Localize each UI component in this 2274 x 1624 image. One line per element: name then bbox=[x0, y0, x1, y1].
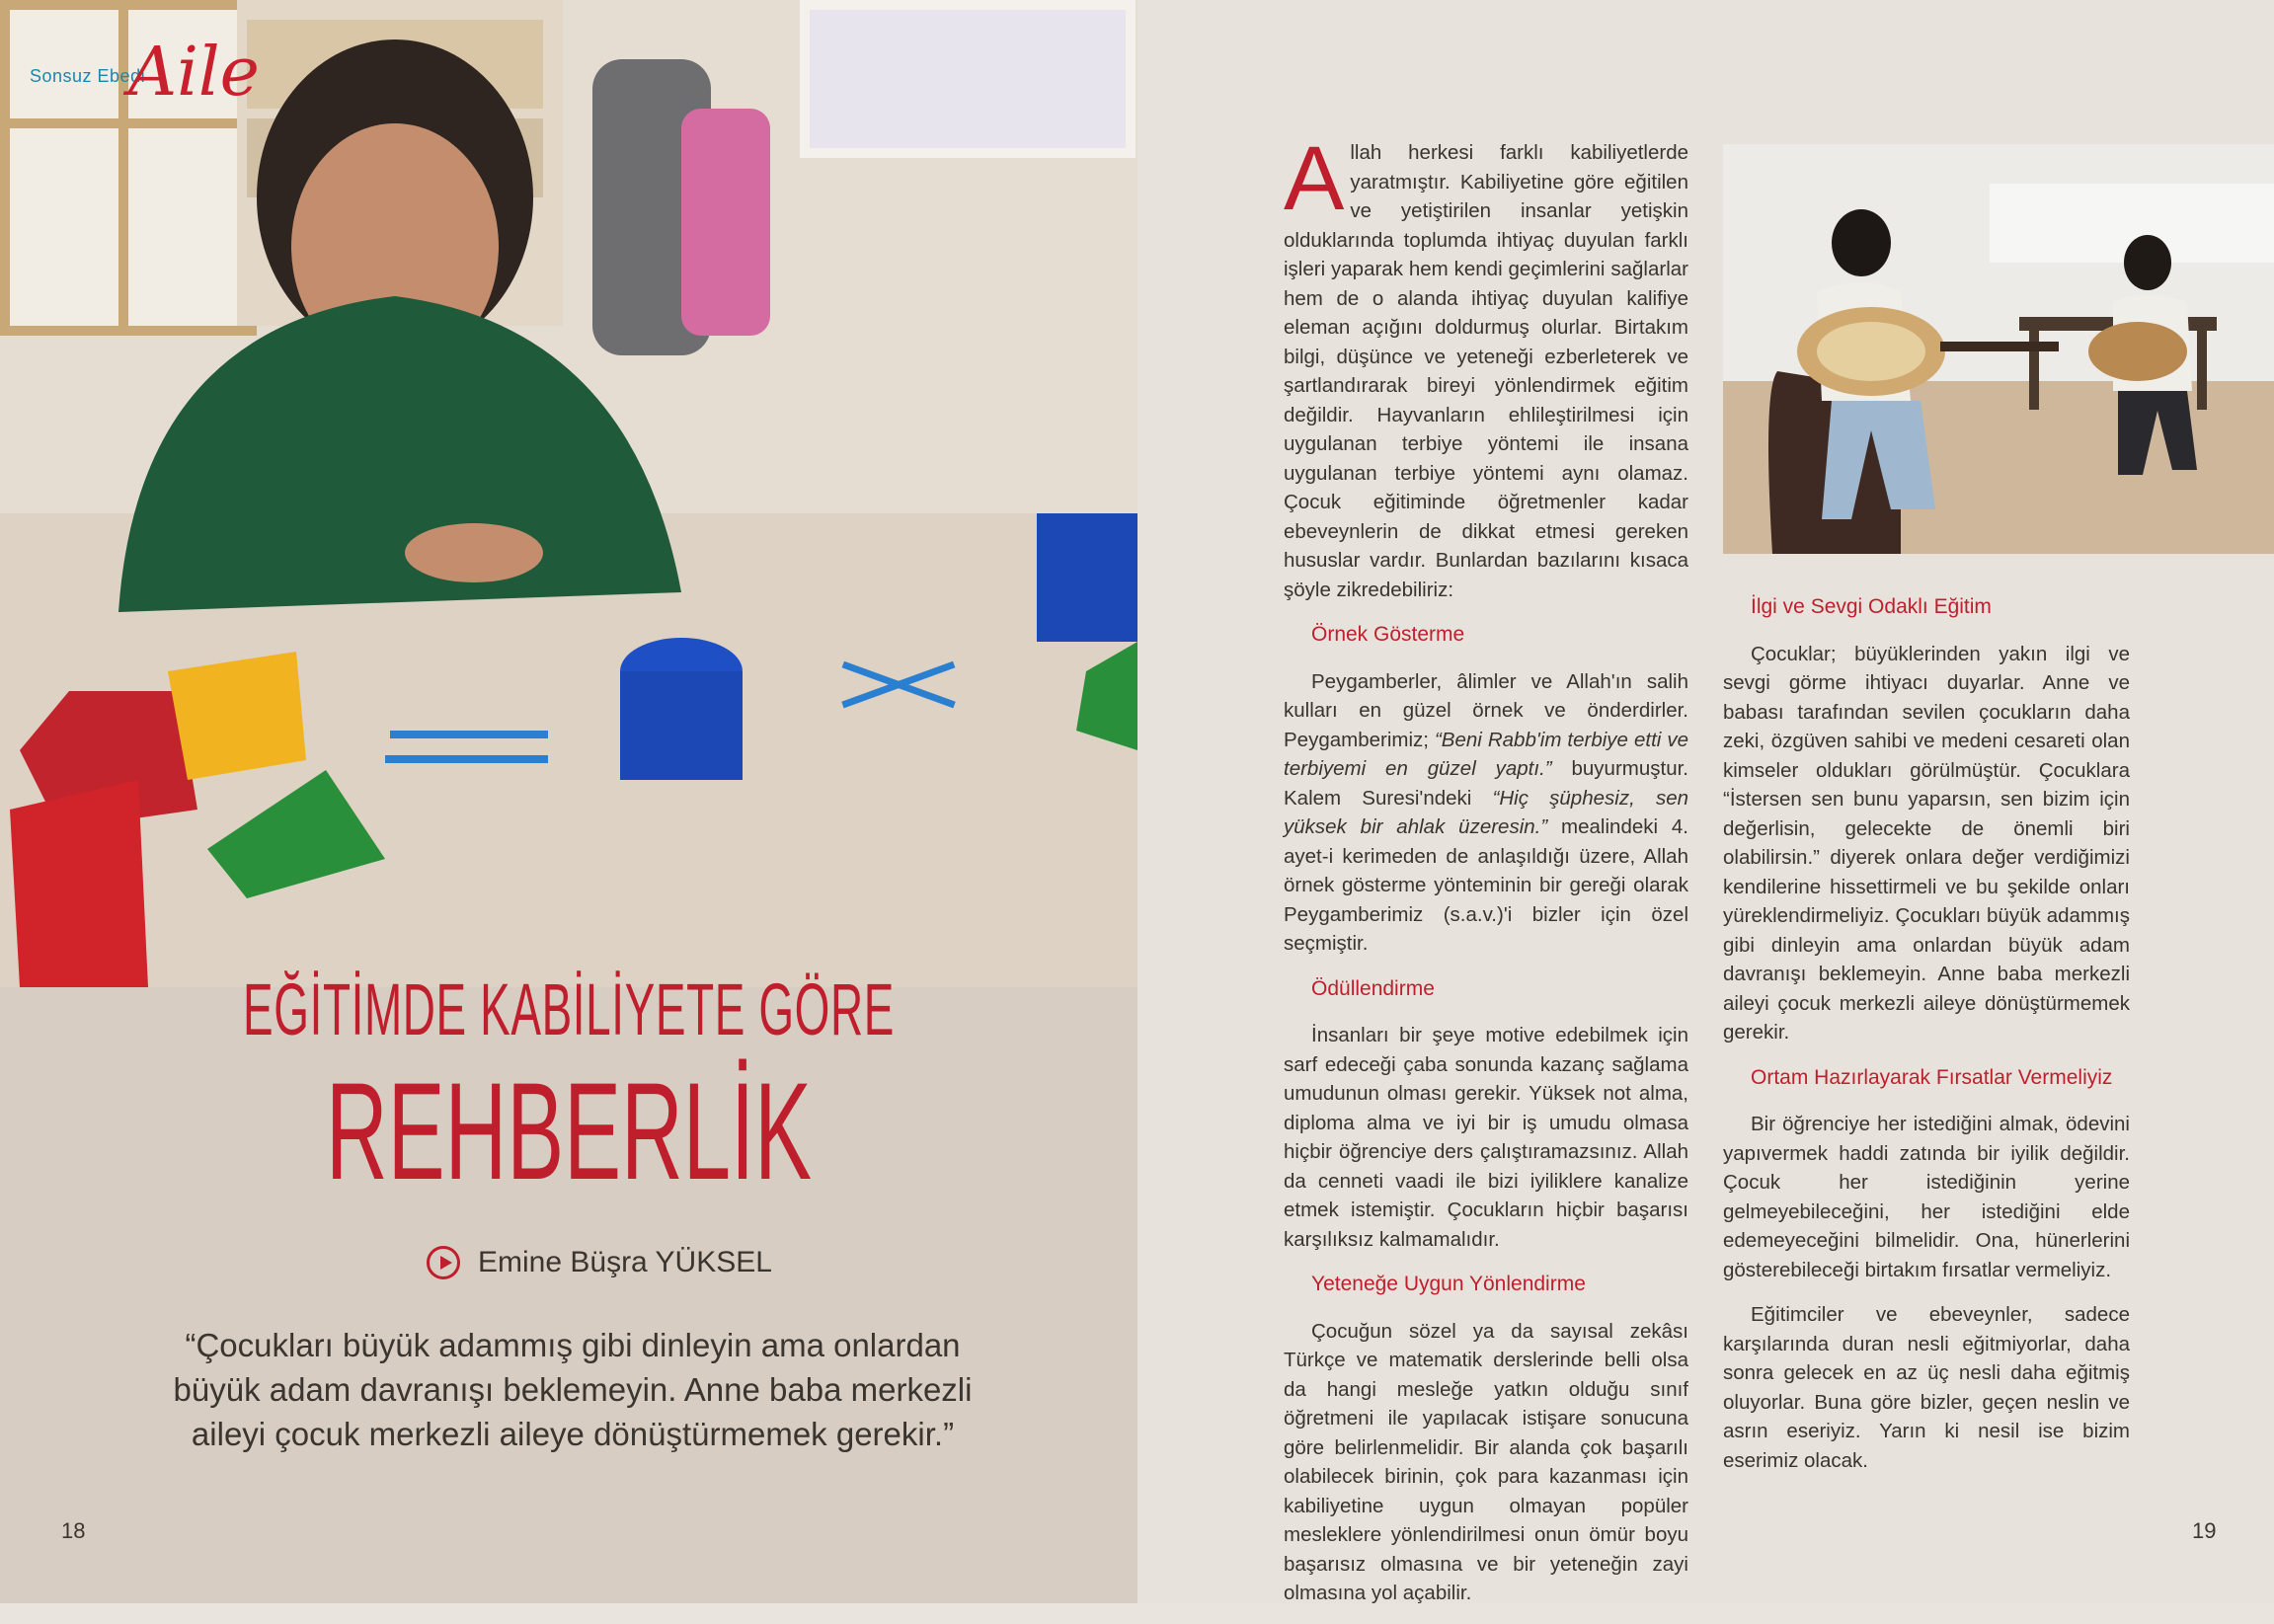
ornek-paragraph bbox=[1284, 667, 1688, 959]
logo-small-text: Sonsuz Ebedi bbox=[30, 66, 146, 86]
pull-quote: “Çocukları büyük adammış gibi dinleyin ama onlardan büyük adam davranışı beklemeyin. Anne baba merkezli aileyi çocuk merkezli aileye dönüştürmemek gerekir.” bbox=[173, 1327, 973, 1452]
intro-paragraph: llah herkesi farklı kabiliyetlerde yaratmıştır. Kabiliyetine göre eğitilen ve yetiştirilen insanlar yetişkin olduklarında toplumda ihtiyaç duyulan farklı işleri yaparak hem kendi geçimlerini sağlarlar hem de o alanda ihtiyaç duyulan kalifiye eleman açığını doldurmuş olurlar. Birtakım bilgi, düşünce ve yeteneği ezberleterek ve şartlandırarak bireyi yönlendirmek eğitim değildir. Hayvanların ehlileştirilmesi için uygulanan terbiye yöntemi ile insana uygulanan terbiye yöntemi aynı olamaz. Çocuk eğitiminde öğretmenler kadar ebeveynlerin de dikkat etmesi gereken hususlar vardır. Bunlardan bazılarını kısaca şöyle zikredebiliriz: bbox=[1284, 141, 1688, 601]
article-title-line1: EĞİTİMDE KABİLİYETE GÖRE bbox=[243, 968, 895, 1050]
author-line bbox=[427, 1246, 772, 1279]
magazine-logo bbox=[30, 34, 260, 112]
oud-players-photo bbox=[1723, 144, 2274, 554]
article-title-line2: REHBERLİK bbox=[325, 1053, 813, 1208]
heading-ilgi-sevgi: İlgi ve Sevgi Odaklı Eğitim bbox=[1751, 595, 1992, 618]
logo-big-text: Aile bbox=[128, 34, 260, 112]
ortam-paragraph: Bir öğrenciye her istediğini almak, ödevini yapıvermek haddi zatında bir iyilik değildir. Çocuk her istediğinin yerine gelmeyebileceğini, her istediğini elde edemeyeceğini bilmelidir. Ona, hünerlerini gösterebileceği birtakım fırsatlar vermeliyiz. bbox=[1723, 1113, 2130, 1281]
ornek-text-b: buyurmuştur. Kalem Suresi'ndeki bbox=[1284, 757, 1688, 810]
yetenek-paragraph: Çocuğun sözel ya da sayısal zekâsı Türkçe ve matematik derslerinde belli olsa da hangi mesleğe yatkın olduğu sınıf öğretmeni ile yapılacak istişare sonucuna göre belirlenmelidir. Bir alanda çok başarılı olabilecek birinin, çok para kazanması için kabiliyetine uygun olmayan popüler mesleklere yönlendirilmesi onun ömür boyu başarısız olmasına ve bir yeteneğin zayi olmasına yol açabilir. bbox=[1284, 1319, 1688, 1604]
ornek-quote-2: “Hiç şüphesiz, sen yüksek bir ahlak üzeresin.” bbox=[1284, 786, 1689, 838]
child-classroom-photo bbox=[0, 0, 1137, 987]
heading-odullendirme: Ödüllendirme bbox=[1311, 976, 1435, 1000]
text-column-1 bbox=[1284, 128, 1689, 1624]
ilgi-paragraph: Çocuklar; büyüklerinden yakın ilgi ve sevgi görme ihtiyacı duyarlar. Anne ve babası tarafından sevilen çocukların daha zeki, özgüven sahibi ve medeni cesareti olan kimseler oldukları görülmüştür. Çocuklara “İstersen sen bunu yaparsın, sen bizim için değerlisin, gelecekte de önemli biri olabilirsin.” diyerek onlara değer verdiğimizi kendilerine hissettirmeli ve bu şekilde onları yüreklendirmeliyiz. Çocukları büyük adammış gibi dinleyin ama onlardan büyük adam davranışı beklemeyin. Anne baba merkezli aileyi çocuk merkezli aileye dönüştürmemek gerekir. bbox=[1723, 642, 2130, 1044]
heading-ortam-hazirlayarak: Ortam Hazırlayarak Fırsatlar Vermeliyiz bbox=[1751, 1065, 2113, 1089]
ornek-text-a: Peygamberler, âlimler ve Allah'ın salih kulları en güzel örnek ve önderdirler. Peygamberimiz; bbox=[1284, 669, 1688, 751]
text-column-2 bbox=[1723, 580, 2130, 1491]
ornek-quote-1: “Beni Rabb'im terbiye etti ve terbiyemi en güzel yaptı.” bbox=[1284, 728, 1688, 780]
left-page bbox=[0, 0, 1137, 1603]
heading-ornek-gosterme: Örnek Gösterme bbox=[1311, 623, 1465, 646]
page-number-right: 19 bbox=[2192, 1518, 2217, 1543]
odul-paragraph: İnsanları bir şeye motive edebilmek için sarf edeceği çaba sonunda kazanç sağlama umudunun olması gerekir. Yüksek not alma, diploma alma ve iyi bir iş umudu olmasa hiçbir öğrenciye ders çalıştıramazsınız. Allah da cenneti vaadi ile bizi iyiliklere kanalize etmek istemiştir. Çocukların hiçbir başarısı karşılıksız kalmamalıdır. bbox=[1284, 1024, 1688, 1251]
closing-paragraph: Eğitimciler ve ebeveynler, sadece karşılarında duran nesli eğitmiyorlar, daha sonra gelecek en az üç nesli daha eğitmiş oluyorlar. Buna göre bizler, geçen neslin ve asrın eseriyiz. Yarın ki nesil ise bizim eserimiz olacak. bbox=[1723, 1303, 2130, 1472]
drop-cap: A bbox=[1284, 128, 1345, 229]
page-number-left: 18 bbox=[61, 1518, 86, 1543]
play-circle-icon bbox=[427, 1246, 460, 1279]
author-name: Emine Büşra YÜKSEL bbox=[478, 1246, 772, 1278]
heading-yetenege-uygun: Yeteneğe Uygun Yönlendirme bbox=[1311, 1273, 1586, 1295]
ornek-text-c: mealindeki 4. ayet-i kerimeden de anlaşıldığı üzere, Allah örnek gösterme yönteminin bir gereği olarak Peygamberimiz (s.a.v.)'i bizler için özel seçmiştir. bbox=[1284, 815, 1689, 955]
